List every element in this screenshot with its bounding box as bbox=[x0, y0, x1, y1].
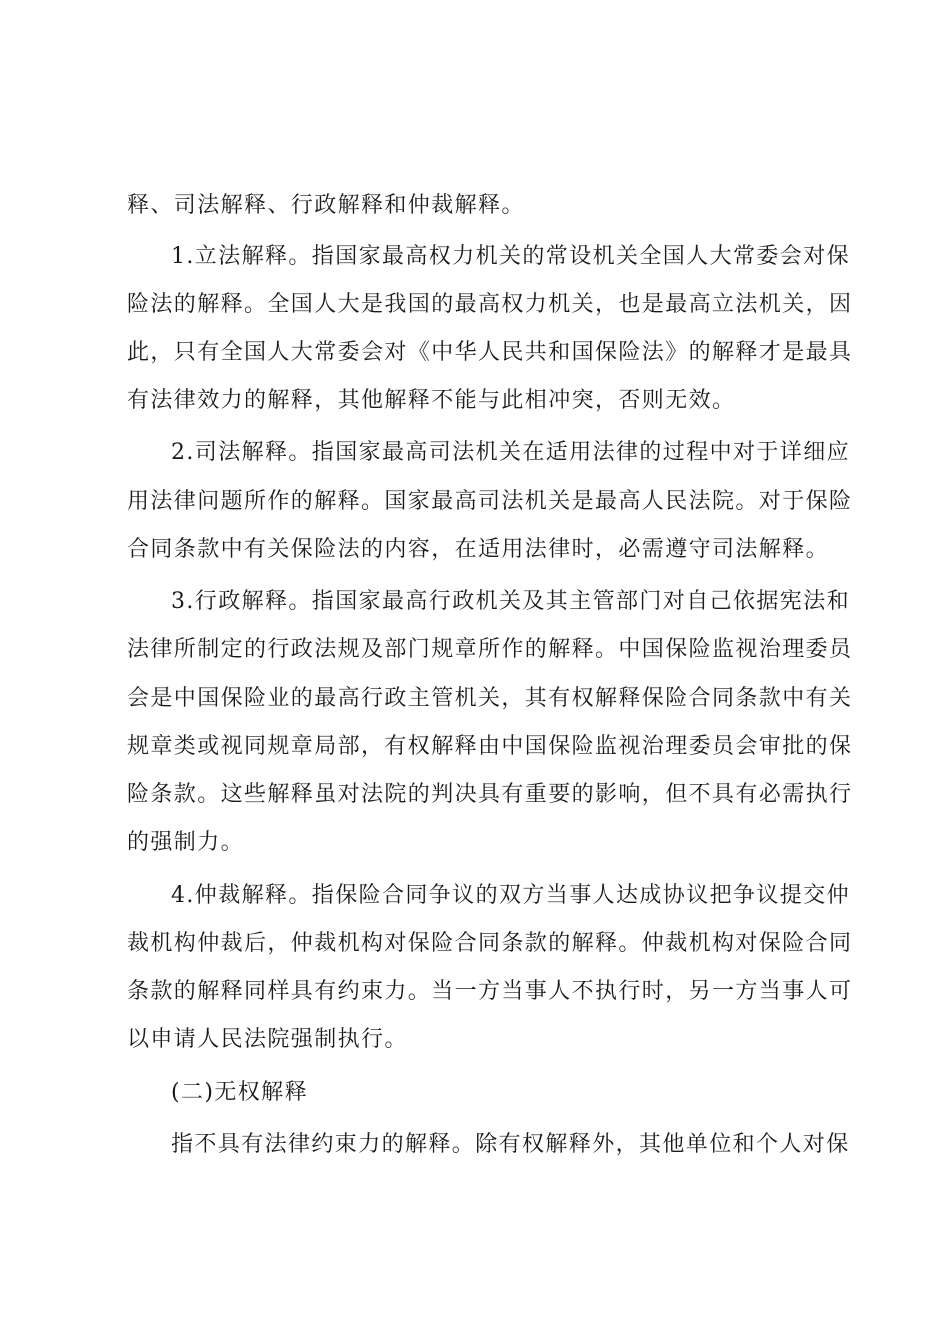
text-line: 有法律效力的解释，其他解释不能与此相冲突，否则无效。 bbox=[127, 388, 736, 413]
paragraph-unauthorized-interpretation-line: 指不具有法律约束力的解释。除有权解释外，其他单位和个人对保 bbox=[171, 1132, 850, 1157]
text-line: 合同条款中有关保险法的内容，在适用法律时，必需遵守司法解释。 bbox=[127, 537, 830, 562]
text-line: 险法的解释。全国人大是我国的最高权力机关，也是最高立法机关，因 bbox=[127, 292, 853, 317]
text-line: 以申请人民法院强制执行。 bbox=[127, 1027, 408, 1052]
text-line: 条款的解释同样具有约束力。当一方当事人不执行时，另一方当事人可 bbox=[127, 979, 853, 1004]
text-line: 的强制力。 bbox=[127, 830, 245, 855]
paragraph-administrative-interpretation-line: 3.行政解释。指国家最高行政机关及其主管部门对自己依据宪法和 bbox=[171, 589, 850, 614]
text-line: 险条款。这些解释虽对法院的判决具有重要的影响，但不具有必需执行 bbox=[127, 782, 853, 807]
text-line: 此，只有全国人大常委会对《中华人民共和国保险法》的解释才是最具 bbox=[127, 340, 853, 365]
paragraph-legislative-interpretation-line: 1.立法解释。指国家最高权力机关的常设机关全国人大常委会对保 bbox=[171, 244, 850, 269]
paragraph-judicial-interpretation-line: 2.司法解释。指国家最高司法机关在适用法律的过程中对于详细应 bbox=[171, 440, 850, 465]
text-line: 会是中国保险业的最高行政主管机关，其有权解释保险合同条款中有关 bbox=[127, 686, 853, 711]
text-line: 裁机构仲裁后，仲裁机构对保险合同条款的解释。仲裁机构对保险合同 bbox=[127, 931, 853, 956]
text-line: 用法律问题所作的解释。国家最高司法机关是最高人民法院。对于保险 bbox=[127, 489, 853, 514]
section-heading: (二)无权解释 bbox=[171, 1080, 308, 1105]
text-line: 规章类或视同规章局部，有权解释由中国保险监视治理委员会审批的保 bbox=[127, 734, 853, 759]
text-line: 法律所制定的行政法规及部门规章所作的解释。中国保险监视治理委员 bbox=[127, 637, 853, 662]
text-line: 释、司法解释、行政解释和仲裁解释。 bbox=[127, 193, 525, 218]
paragraph-arbitration-interpretation-line: 4.仲裁解释。指保险合同争议的双方当事人达成协议把争议提交仲 bbox=[171, 883, 850, 908]
